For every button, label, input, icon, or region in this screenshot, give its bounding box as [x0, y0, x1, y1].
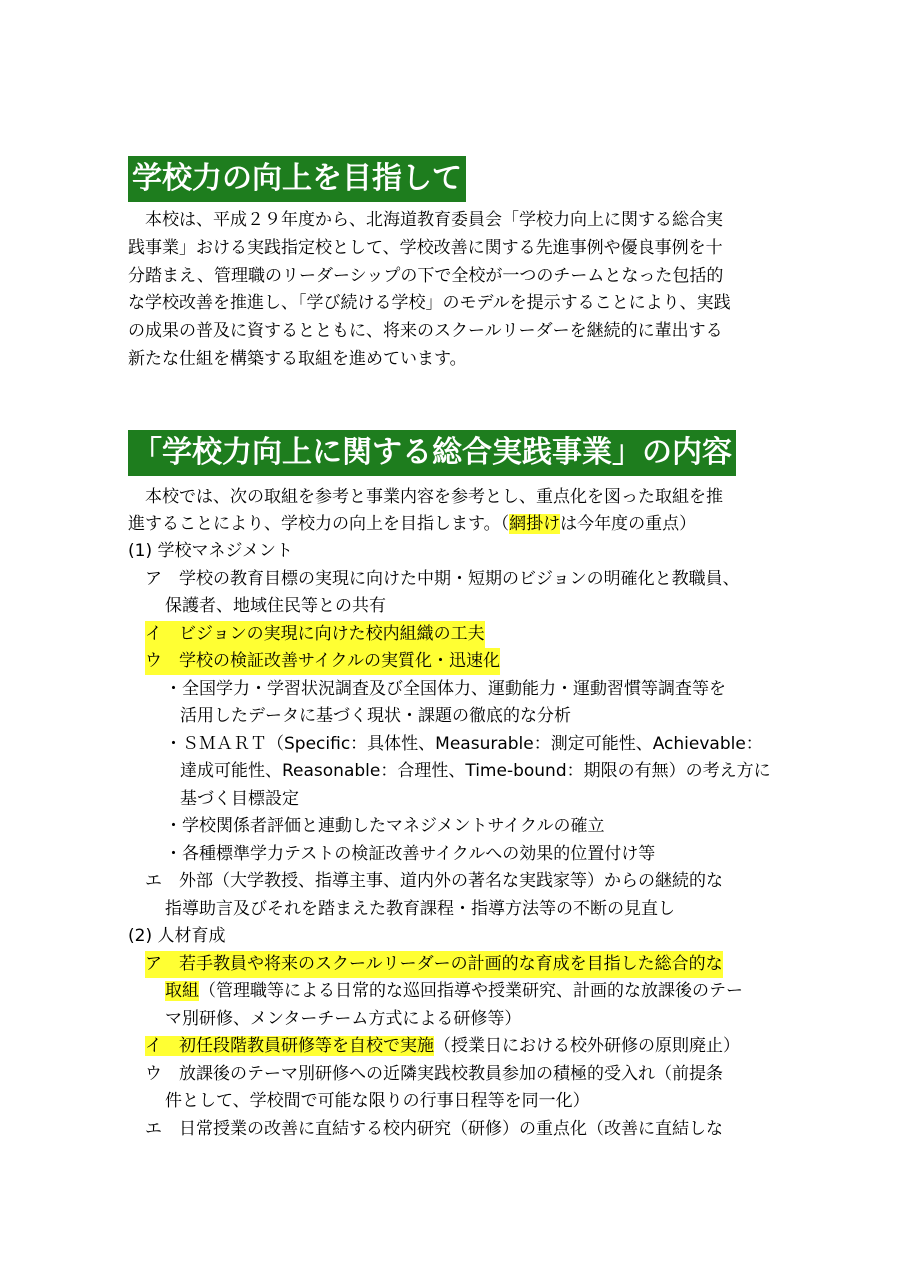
paragraph-line: の成果の普及に資するとともに、将来のスクールリーダーを継続的に輩出する — [128, 321, 723, 341]
bullet-item: 基づく目標設定 — [180, 789, 299, 809]
list-item: 取組（管理職等による日常的な巡回指導や授業研究、計画的な放課後のテー — [165, 981, 743, 1001]
list-item-highlighted: ア 若手教員や将来のスクールリーダーの計画的な育成を目指した総合的な — [145, 951, 723, 978]
list-item: ウ 放課後のテーマ別研修への近隣実践校教員参加の積極的受入れ（前提条 — [145, 1064, 723, 1084]
bullet-item: ・ＳＭＡＲＴ（Specific：具体性、Measurable：測定可能性、Achievable： — [165, 734, 763, 754]
bullet-item: 達成可能性、Reasonable：合理性、Time-bound：期限の有無）の考え方に — [180, 761, 771, 781]
list-item-highlighted: イ ビジョンの実現に向けた校内組織の工夫 — [145, 621, 485, 648]
highlight-sample: 網掛け — [509, 514, 561, 534]
list-item: イ 初任段階教員研修等を自校で実施（授業日における校外研修の原則廃止） — [145, 1036, 740, 1056]
intro-line: 進することにより、学校力の向上を目指します。（網掛けは今年度の重点） — [128, 514, 697, 534]
list-item: 保護者、地域住民等との共有 — [165, 596, 386, 616]
section-heading-1: 学校力の向上を目指して — [128, 156, 466, 202]
list-item: エ 日常授業の改善に直結する校内研究（研修）の重点化（改善に直結しな — [145, 1119, 723, 1139]
bullet-item: ・各種標準学力テストの検証改善サイクルへの効果的位置付け等 — [165, 844, 656, 864]
paragraph-line: な学校改善を推進し、「学び続ける学校」のモデルを提示することにより、実践 — [128, 293, 731, 313]
list-item: ア 学校の教育目標の実現に向けた中期・短期のビジョンの明確化と教職員、 — [145, 569, 740, 589]
list-item-highlighted: ウ 学校の検証改善サイクルの実質化・迅速化 — [145, 648, 500, 675]
bullet-item: 活用したデータに基づく現状・課題の徹底的な分析 — [180, 706, 571, 726]
list-item: 指導助言及びそれを踏まえた教育課程・指導方法等の不断の見直し — [165, 899, 675, 919]
list-item: 件として、学校間で可能な限りの行事日程等を同一化） — [165, 1091, 590, 1111]
item-title: (2) 人材育成 — [128, 926, 226, 946]
item-title: (1) 学校マネジメント — [128, 541, 293, 561]
bullet-item: ・全国学力・学習状況調査及び全国体力、運動能力・運動習慣等調査等を — [165, 679, 726, 699]
paragraph-line: 践事業」おける実践指定校として、学校改善に関する先進事例や優良事例を十 — [128, 238, 723, 258]
list-item: マ別研修、メンターチーム方式による研修等） — [165, 1009, 522, 1029]
section-heading-2: 「学校力向上に関する総合実践事業」の内容 — [128, 430, 736, 476]
highlight-text: 取組 — [165, 981, 199, 1001]
list-item: エ 外部（大学教授、指導主事、道内外の著名な実践家等）からの継続的な — [145, 871, 723, 891]
bullet-item: ・学校関係者評価と連動したマネジメントサイクルの確立 — [165, 816, 605, 836]
intro-line: 本校では、次の取組を参考と事業内容を参考とし、重点化を図った取組を推 — [145, 487, 723, 507]
paragraph-line: 新たな仕組を構築する取組を進めています。 — [128, 349, 467, 369]
paragraph-line: 分踏まえ、管理職のリーダーシップの下で全校が一つのチームとなった包括的 — [128, 266, 724, 286]
paragraph-line: 本校は、平成２９年度から、北海道教育委員会「学校力向上に関する総合実 — [145, 210, 723, 230]
highlight-text: イ 初任段階教員研修等を自校で実施 — [145, 1036, 434, 1056]
